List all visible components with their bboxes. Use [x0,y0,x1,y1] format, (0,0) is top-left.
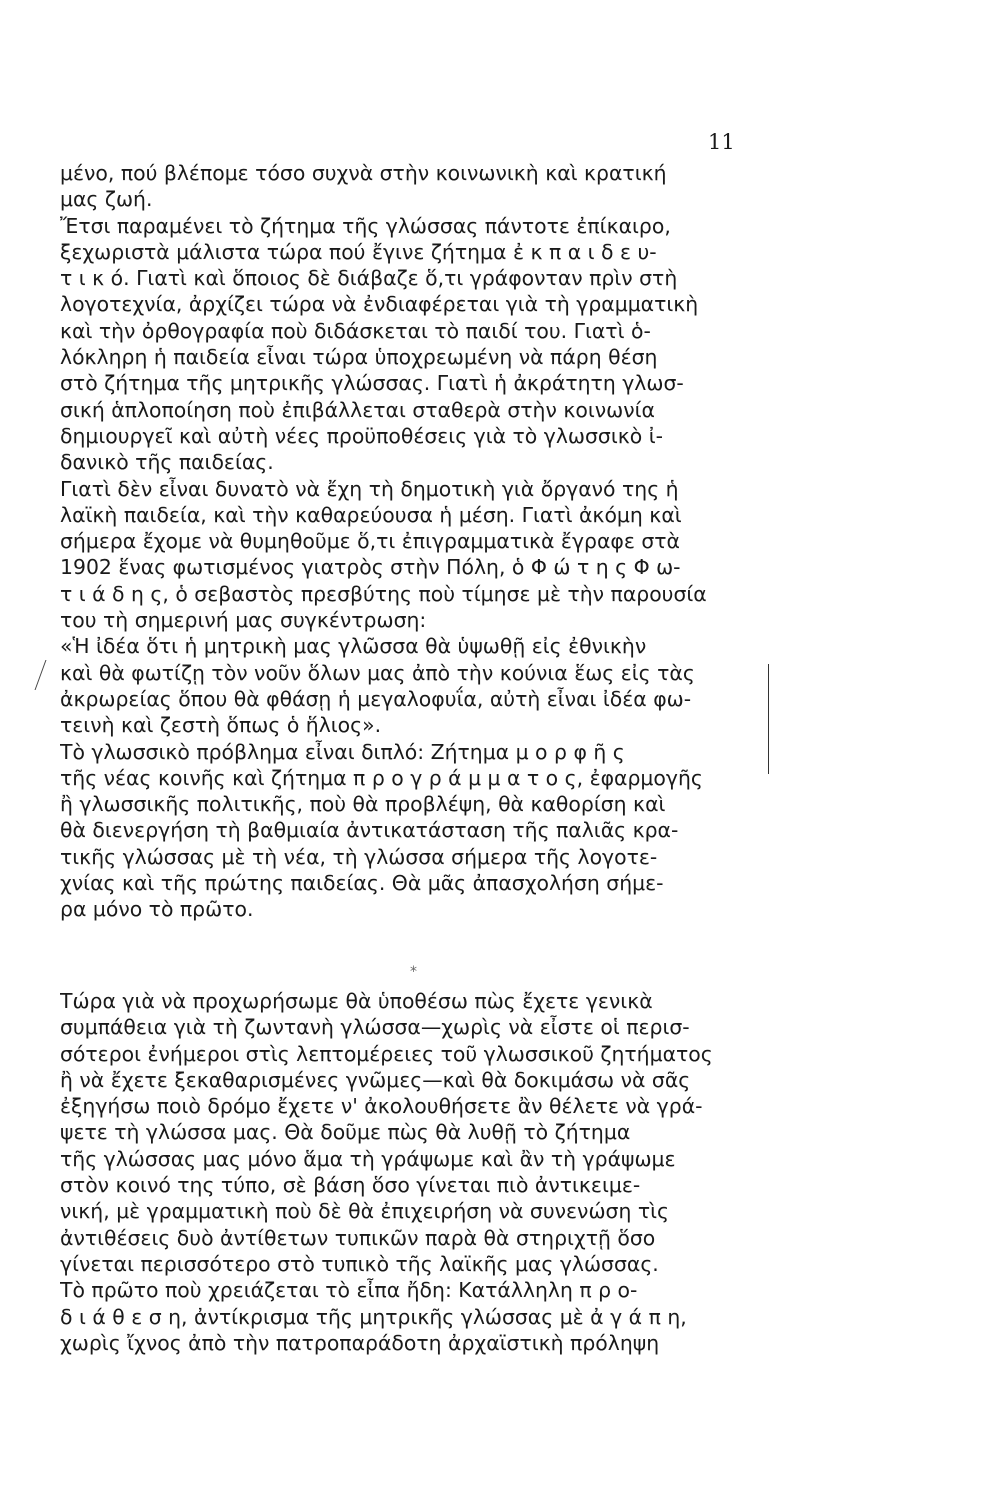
body-text-first-section [60,160,772,923]
text-line: ρα μόνο τὸ πρῶτο. [60,897,254,922]
text-line: Γιατὶ δὲν εἶναι δυνατὸ νὰ ἔχη τὴ δημοτικὴ γιὰ ὄργανό της ἡ [60,476,679,501]
text-line: ἀντιθέσεις δυὸ ἀντίθετων τυπικῶν παρὰ θὰ στηριχτῇ ὅσο [60,1225,656,1250]
text-line: Τὸ πρῶτο ποὺ χρειάζεται τὸ εἶπα ἤδη: Κατάλληλη π ρ ο- [60,1278,638,1303]
text-line: σότεροι ἐνήμεροι στὶς λεπτομέρειες τοῦ γλωσσικοῦ ζητήματος [60,1041,713,1066]
text-line: ἐξηγήσω ποιὸ δρόμο ἔχετε ν' ἀκολουθήσετε ἂν θέλετε νὰ γρά- [60,1094,703,1119]
text-line: τ ι κ ό. Γιατὶ καὶ ὅποιος δὲ διάβαζε ὅ,τι γράφονταν πρὶν στὴ [60,266,678,291]
text-line: χωρὶς ἴχνος ἀπὸ τὴν πατροπαράδοτη ἀρχαϊστικὴ πρόληψη [60,1330,660,1355]
text-line: μένο, πού βλέπομε τόσο συχνὰ στὴν κοινωνικὴ καὶ κρατική [60,161,667,185]
text-line: τικῆς γλώσσας μὲ τὴ νέα, τὴ γλώσσα σήμερα τῆς λογοτε- [60,844,658,869]
text-line: δ ι ά θ ε σ η, ἀντίκρισμα τῆς μητρικῆς γλώσσας μὲ ἀ γ ά π η, [60,1304,687,1329]
text-line: δανικὸ τῆς παιδείας. [60,450,274,475]
text-line: λογοτεχνία, ἀρχίζει τώρα νὰ ἐνδιαφέρεται γιὰ τὴ γραμματικὴ [60,292,699,317]
text-line: χνίας καὶ τῆς πρώτης παιδείας. Θὰ μᾶς ἀπασχολήση σήμε- [60,871,664,896]
text-line: τῆς γλώσσας μας μόνο ἅμα τὴ γράψωμε καὶ ἂν τὴ γράψωμε [60,1146,676,1171]
text-line: μας ζωή. [60,187,153,212]
text-line: τῆς νέας κοινῆς καὶ ζήτημα π ρ ο γ ρ ά μ μ α τ ο ς, ἐφαρμογῆς [60,765,703,790]
section-separator: * [410,964,417,980]
margin-mark-left [35,660,61,690]
text-line: τ ι ά δ η ς, ὁ σεβαστὸς πρεσβύτης ποὺ τίμησε μὲ τὴν παρουσία [60,581,707,606]
text-line: καὶ θὰ φωτίζῃ τὸν νοῦν ὅλων μας ἀπὸ τὴν κούνια ἕως εἰς τὰς [60,660,695,685]
text-line: ξεχωριστὰ μάλιστα τώρα πού ἔγινε ζήτημα ἐ κ π α ι δ ε υ- [60,239,657,264]
margin-mark-right [762,664,769,774]
text-line: ἢ νὰ ἔχετε ξεκαθαρισμένες γνῶμες—καὶ θὰ δοκιμάσω νὰ σᾶς [60,1067,691,1092]
text-line: ψετε τὴ γλώσσα μας. Θὰ δοῦμε πὼς θὰ λυθῇ τὸ ζήτημα [60,1120,631,1145]
text-line: δημιουργεῖ καὶ αὐτὴ νέες προϋποθέσεις γιὰ τὸ γλωσσικὸ ἰ- [60,423,663,448]
text-line: θὰ διενεργήση τὴ βαθμιαία ἀντικατάσταση τῆς παλιᾶς κρα- [60,818,679,843]
text-line: ἀκρωρείας ὅπου θὰ φθάσῃ ἡ μεγαλοφυΐα, αὐτὴ εἶναι ἰδέα φω- [60,686,692,711]
text-line: στὸν κοινό της τύπο, σὲ βάση ὅσο γίνεται πιὸ ἀντικειμε- [60,1173,641,1198]
text-line: Τὸ γλωσσικὸ πρόβλημα εἶναι διπλό: Ζήτημα μ ο ρ φ ῆ ς [60,739,625,764]
text-line: λόκληρη ἡ παιδεία εἶναι τώρα ὑποχρεωμένη νὰ πάρη θέση [60,345,658,370]
text-line: καὶ τὴν ὀρθογραφία ποὺ διδάσκεται τὸ παιδί του. Γιατὶ ὁ- [60,318,651,343]
text-line: στὸ ζήτημα τῆς μητρικῆς γλώσσας. Γιατὶ ἡ ἀκράτητη γλωσ- [60,371,684,396]
text-line: 1902 ἕνας φωτισμένος γιατρὸς στὴν Πόλη, ὁ Φ ώ τ η ς Φ ω- [60,555,681,580]
text-line: Ἔτσι παραμένει τὸ ζήτημα τῆς γλώσσας πάντοτε ἐπίκαιρο, [60,213,671,238]
text-line: του τὴ σημερινή μας συγκέντρωση: [60,608,427,633]
text-line: νική, μὲ γραμματικὴ ποὺ δὲ θὰ ἐπιχειρήση νὰ συνενώση τὶς [60,1199,669,1224]
text-line: Τώρα γιὰ νὰ προχωρήσωμε θὰ ὑποθέσω πὼς ἔχετε γενικὰ [60,989,653,1013]
text-line: τεινὴ καὶ ζεστὴ ὅπως ὁ ἥλιος». [60,713,382,738]
page-number: 11 [708,130,735,154]
text-line: σική ἁπλοποίηση ποὺ ἐπιβάλλεται σταθερὰ στὴν κοινωνία [60,397,655,422]
text-line: ἢ γλωσσικῆς πολιτικῆς, ποὺ θὰ προβλέψη, θὰ καθορίση καὶ [60,792,666,817]
text-line: συμπάθεια γιὰ τὴ ζωντανὴ γλώσσα—χωρὶς νὰ εἶστε οἱ περισ- [60,1015,690,1040]
text-line: γίνεται περισσότερο στὸ τυπικὸ τῆς λαϊκῆς μας γλώσσας. [60,1251,659,1276]
text-line: λαϊκὴ παιδεία, καὶ τὴν καθαρεύουσα ἡ μέση. Γιατὶ ἀκόμη καὶ [60,502,682,527]
text-line: «Ἡ ἰδέα ὅτι ἡ μητρικὴ μας γλῶσσα θὰ ὑψωθῇ εἰς ἐθνικὴν [60,634,647,659]
body-text-second-section [60,988,772,1356]
text-line: σήμερα ἔχομε νὰ θυμηθοῦμε ὅ,τι ἐπιγραμματικὰ ἔγραφε στὰ [60,529,681,554]
